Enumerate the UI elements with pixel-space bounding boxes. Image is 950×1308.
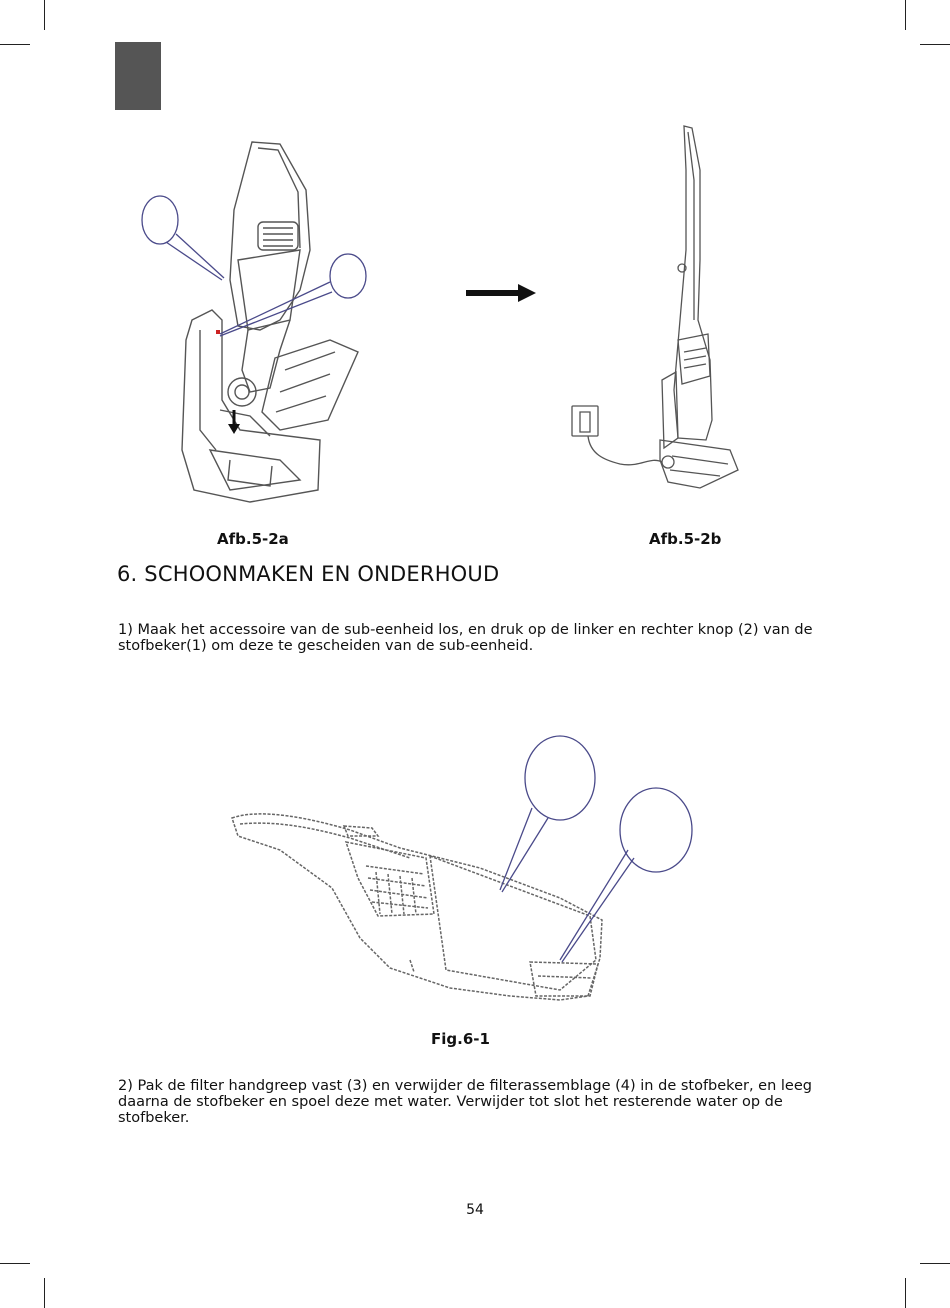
paragraph-step-2: 2) Pak de filter handgreep vast (3) en verwijder de filterassemblage (4) in de stofbeker, en leeg daarna de stofbeker en spoel deze met water. Verwijder tot slot het resterende water op de stofbeker. <box>118 1078 812 1126</box>
figure-vacuum-docked <box>130 130 390 530</box>
section-title: 6. SCHOONMAKEN EN ONDERHOUD <box>117 562 500 586</box>
figure-caption-a: Afb.5-2a <box>217 530 289 548</box>
crop-mark <box>44 1278 45 1308</box>
page-number: 54 <box>466 1202 484 1218</box>
crop-mark <box>0 44 30 45</box>
figure-caption-c: Fig.6-1 <box>431 1030 490 1048</box>
crop-mark <box>905 1278 906 1308</box>
paragraph-step-1: 1) Maak het accessoire van de sub-eenheid los, en druk op de linker en rechter knop (2) van de stofbeker(1) om deze te gescheiden van de sub-eenheid. <box>118 622 813 654</box>
figure-caption-b: Afb.5-2b <box>649 530 722 548</box>
crop-mark <box>44 0 45 30</box>
section-tab-marker <box>115 42 161 110</box>
crop-mark <box>0 1263 30 1264</box>
crop-mark <box>905 0 906 30</box>
figure-handheld-unit <box>220 738 700 1028</box>
arrow-right-icon <box>466 284 538 302</box>
crop-mark <box>920 44 950 45</box>
crop-mark <box>920 1263 950 1264</box>
figure-vacuum-charging <box>560 120 750 500</box>
